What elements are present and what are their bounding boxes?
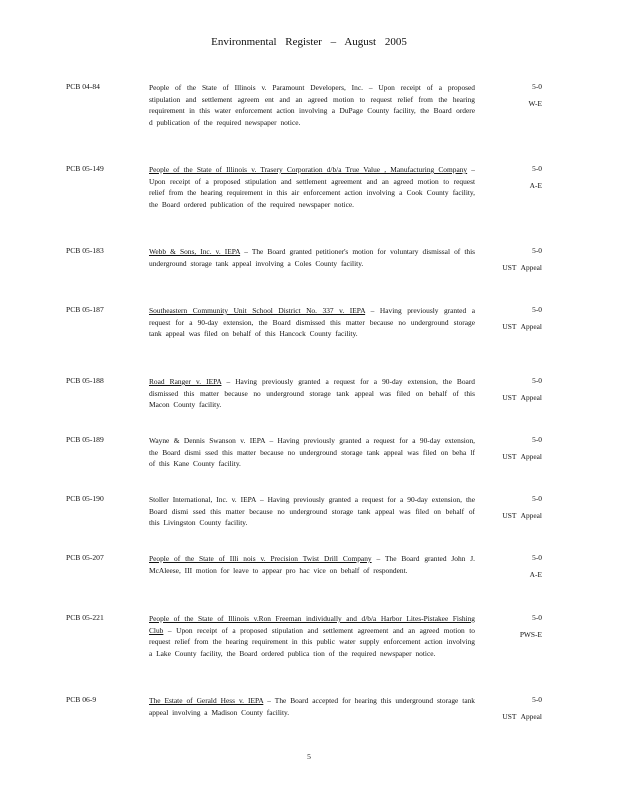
vote-count: 5-0 xyxy=(532,376,542,385)
entry-description xyxy=(149,553,475,576)
vote-count: 5-0 xyxy=(532,246,542,255)
entry-text: Wayne & Dennis Swanson v. IEPA – Having previously granted a request for a 90-day extension, the Board dismi ssed this matter because no underground storage tank appeal was filed on beha lf of this Kane County facility. xyxy=(149,436,475,469)
case-type-code: UST Appeal xyxy=(502,712,542,721)
entry-text: Stoller International, Inc. v. IEPA – Having previously granted a request for a 90-day extension, the Board dismi ssed this matter because no underground storage tank appeal was filed on behalf of this Livingston County facility. xyxy=(149,495,475,528)
case-parties: Webb & Sons, Inc. v. IEPA xyxy=(149,247,241,256)
case-number: PCB 04-84 xyxy=(66,82,100,91)
case-number: PCB 05-188 xyxy=(66,376,104,385)
entry-description xyxy=(149,305,475,340)
case-type-code: W-E xyxy=(528,99,542,108)
vote-count: 5-0 xyxy=(532,553,542,562)
entry-description xyxy=(149,246,475,269)
entry-description xyxy=(149,435,475,470)
case-number: PCB 05-207 xyxy=(66,553,104,562)
vote-count: 5-0 xyxy=(532,435,542,444)
case-parties: People of the State of Illi nois v. Precision Twist Drill Company xyxy=(149,554,372,563)
entry-text: – Upon receipt of a proposed stipulation and settlement agreement and an agreed motion to request relief from the hearing requirement in this public water supply enforcement action involving a Lake County facility, the Board ordered publica tion of the required newspaper notice. xyxy=(149,625,475,658)
vote-count: 5-0 xyxy=(532,695,542,704)
case-parties: The Estate of Gerald Hess v. IEPA xyxy=(149,696,264,705)
case-number: PCB 05-189 xyxy=(66,435,104,444)
vote-count: 5-0 xyxy=(532,164,542,173)
case-type-code: UST Appeal xyxy=(502,322,542,331)
case-number: PCB 06-9 xyxy=(66,695,97,704)
entry-description xyxy=(149,164,475,210)
case-type-code: PWS-E xyxy=(519,630,542,639)
case-type-code: UST Appeal xyxy=(502,452,542,461)
case-type-code: UST Appeal xyxy=(502,511,542,520)
entry-text: – Upon receipt of a proposed stipulation and settlement agreement and an agreed motion to request relief from the hearing requirement in this air enforcement action involving a Cook County facility, the Board ordered publication of the required newspaper notice. xyxy=(149,165,475,209)
case-number: PCB 05-183 xyxy=(66,246,104,255)
case-type-code: A-E xyxy=(529,570,542,579)
case-parties: People of the State of Illinois v.Ron Freeman individually and d/b/a Harbor Lites-Pistakee Fishing Club xyxy=(149,614,475,635)
entry-description xyxy=(149,695,475,718)
case-parties: Southeastern Community Unit School District No. 337 v. IEPA xyxy=(149,306,366,315)
case-parties: Road Ranger v. IEPA xyxy=(149,377,222,386)
entry-text: – The Board granted John J. McAleese, III motion for leave to appear pro hac vice on behalf of respondent. xyxy=(149,554,476,575)
case-parties: People of the State of Illinois v. Trasery Corporation d/b/a True Value , Manufacturing Company xyxy=(149,165,468,174)
entry-text: People of the State of Illinois v. Paramount Developers, Inc. – Upon receipt of a proposed stipulation and settlement agreem ent and an agreed motion to request relief from the hearing requirement in this water enforcement action involving a DuPage County facility, the Board ordere d publication of the required newspaper notice. xyxy=(149,83,475,127)
vote-count: 5-0 xyxy=(532,494,542,503)
case-number: PCB 05-221 xyxy=(66,613,104,622)
case-type-code: UST Appeal xyxy=(502,393,542,402)
case-number: PCB 05-187 xyxy=(66,305,104,314)
entry-text: – The Board granted petitioner's motion for voluntary dismissal of this underground storage tank appeal involving a Coles County facility. xyxy=(149,247,476,268)
vote-count: 5-0 xyxy=(532,613,542,622)
page-title: Environmental Register – August 2005 xyxy=(211,36,407,48)
entry-description xyxy=(149,376,475,411)
entry-text: – Having previously granted a request for a 90-day extension, the Board dismissed this matter because no underground storage tank appeal was filed on behalf of this Hancock County facility. xyxy=(149,306,475,339)
entry-description xyxy=(149,613,475,659)
case-number: PCB 05-190 xyxy=(66,494,104,503)
vote-count: 5-0 xyxy=(532,82,542,91)
entry-description xyxy=(149,494,475,529)
case-type-code: UST Appeal xyxy=(502,263,542,272)
page-number: 5 xyxy=(307,752,311,761)
entry-text: – The Board accepted for hearing this underground storage tank appeal involving a Madison County facility. xyxy=(149,696,476,717)
case-type-code: A-E xyxy=(529,181,542,190)
vote-count: 5-0 xyxy=(532,305,542,314)
entry-description xyxy=(149,82,475,128)
entry-text: – Having previously granted a request for a 90-day extension, the Board dismissed this matter because no underground storage tank appeal was filed on behalf of this Macon County facility. xyxy=(149,377,475,410)
case-number: PCB 05-149 xyxy=(66,164,104,173)
